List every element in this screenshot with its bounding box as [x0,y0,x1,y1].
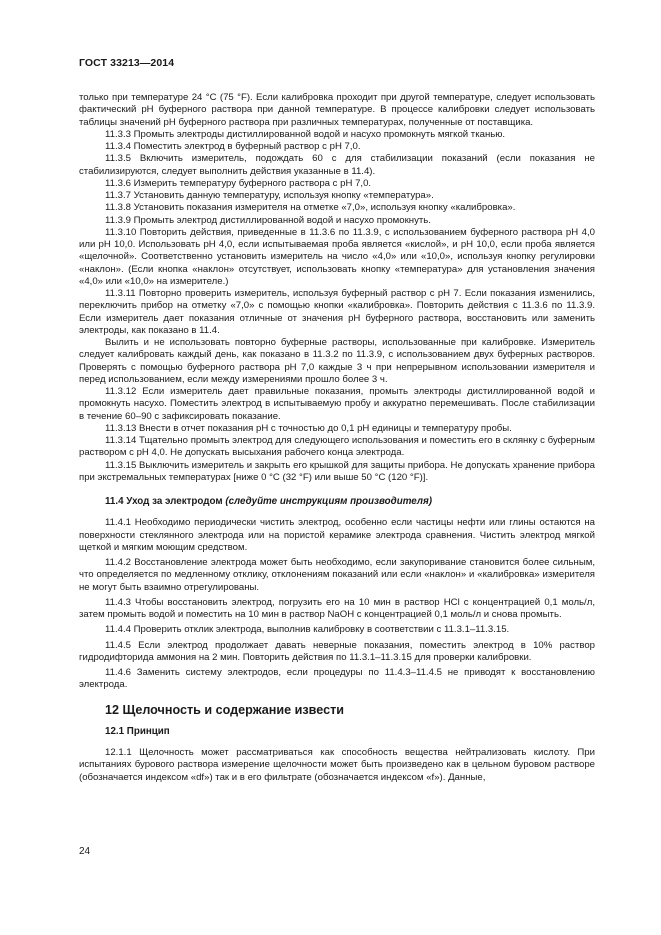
paragraph: Вылить и не использовать повторно буферные растворы, использованные при калибровке. Измеритель следует калибровать каждый день, как показано в 11.3.2 по 11.3.9, с использованием двух буферных растворов. Проверять с помощью буферного раствора pH 7,0 каждые 3 ч при непрерывном использовании измерителя и перед использованием, если между измерениями прошло более 3 ч. [79,337,595,385]
paragraph: 11.3.12 Если измеритель дает правильные показания, промыть электроды дистиллированной водой и промокнуть насухо. Поместить электрод в испытываемую пробу и аккуратно перемешивать. После стабилизации в течение 60–90 с зафиксировать показание. [79,386,595,422]
paragraph: 11.4.1 Необходимо периодически чистить электрод, особенно если частицы нефти или глины остаются на поверхности стеклянного электрода или на пористой керамике электрода сравнения. Чистить электрод мягкой щеткой и мягким моющим средством. [79,517,595,553]
paragraph: 11.3.15 Выключить измеритель и закрыть его крышкой для защиты прибора. Не допускать хранение прибора при экстремальных температурах [ниже 0 °С (32 °F) или выше 50 °С (120 °F)]. [79,459,595,483]
page-number: 24 [79,846,91,857]
paragraph: 11.4.6 Заменить систему электродов, если процедуры по 11.4.3–11.4.5 не приводят к восстановлению электрода. [79,667,595,691]
paragraph: 11.3.6 Измерить температуру буферного раствора с pH 7,0. [105,177,372,189]
paragraph: 11.3.14 Тщательно промыть электрод для следующего использования и поместить его в склянку с буферным раствором с pH 4,0. Не допускать высыхания рабочего конца электрода. [79,435,595,459]
section-heading-11-4 [79,496,595,508]
paragraph: 11.4.2 Восстановление электрода может быть необходимо, если закупоривание становится более сильным, что определяется по медленному отклику, отклонениям показаний или если «наклон» и «калибровка» измерителя не могут быть взаимно отрегулированы. [79,557,595,593]
paragraph: 11.4.5 Если электрод продолжает давать неверные показания, поместить электрод в 10% раствор гидродифторида аммония на 2 мин. Повторить действия по 11.3.1–11.3.15 для проверки калибровки. [79,639,595,663]
paragraph: 11.3.7 Установить данную температуру, используя кнопку «температура». [105,190,434,201]
section-note: (следуйте инструкциям производителя) [225,496,432,507]
section-heading-12: 12 Щелочность и содержание извести [105,702,344,717]
paragraph: 11.3.5 Включить измеритель, подождать 60 с для стабилизации показаний (если показания не стабилизируются, следует выполнить действия указанные в 11.4). [79,153,595,177]
paragraph: 12.1.1 Щелочность может рассматриваться как способность вещества нейтрализовать кислоту. При испытаниях бурового раствора измерение щелочности может быть произведено как в цельном буровом растворе (обозначается индексом «df») так и в его фильтрате (обозначается индексом «f»). Данные, [79,747,595,783]
section-heading-12-1: 12.1 Принцип [105,725,170,737]
paragraph: 11.4.4 Проверить отклик электрода, выполнив калибровку в соответствии с 11.3.1–11.3.15. [105,624,510,636]
section-title: 11.4 Уход за электродом [105,496,223,507]
paragraph: только при температуре 24 °С (75 °F). Если калибровка проходит при другой температуре, следует использовать фактический pH буферного раствора при данной температуре. В процессе калибровки следует использовать таблицы значений pH буферного раствора при различных температурах, полученные от поставщика. [79,92,595,128]
paragraph: 11.3.3 Промыть электроды дистиллированной водой и насухо промокнуть мягкой тканью. [105,128,506,140]
paragraph: 11.3.8 Установить показания измерителя на отметке «7,0», используя кнопку «калибровка». [105,202,516,214]
paragraph: 11.3.9 Промыть электрод дистиллированной водой и насухо промокнуть. [105,214,431,226]
page-body [79,92,595,784]
paragraph: 11.3.13 Внести в отчет показания pH с точностью до 0,1 pH единицы и температуру пробы. [105,422,512,434]
paragraph: 11.3.4 Поместить электрод в буферный раствор с pH 7,0. [105,141,361,152]
paragraph: 11.3.11 Повторно проверить измеритель, используя буферный раствор с pH 7. Если показания изменились, переключить прибор на отметку «7,0» с помощью кнопки «калибровка». Повторить действия с 11.3.6 по 11.3.9. Если измеритель дает показания отличные от значения pH буферного раствора, восстановить или заменить электроды, как показано в 11.4. [79,288,595,336]
paragraph: 11.4.3 Чтобы восстановить электрод, погрузить его на 10 мин в раствор HCl с концентрацией 0,1 моль/л, затем промыть водой и поместить на 10 мин в раствор NaOH с концентрацией 0,1 моль/л и снова промыть. [79,596,595,620]
running-header: ГОСТ 33213—2014 [79,57,175,69]
paragraph: 11.3.10 Повторить действия, приведенные в 11.3.6 по 11.3.9, с использованием буферного раствора pH 4,0 или pH 10,0. Использовать pH 4,0, если испытываемая проба является «кислой», и pH 10,0, если проба является «щелочной». Соответственно установить измеритель на число «4,0» или «10,0», используя кнопку регулировки «наклон». (Если кнопка «наклон» отсутствует, использовать кнопку «температура» для установления значения «4,0» или «10,0» на измерителе.) [79,226,595,287]
